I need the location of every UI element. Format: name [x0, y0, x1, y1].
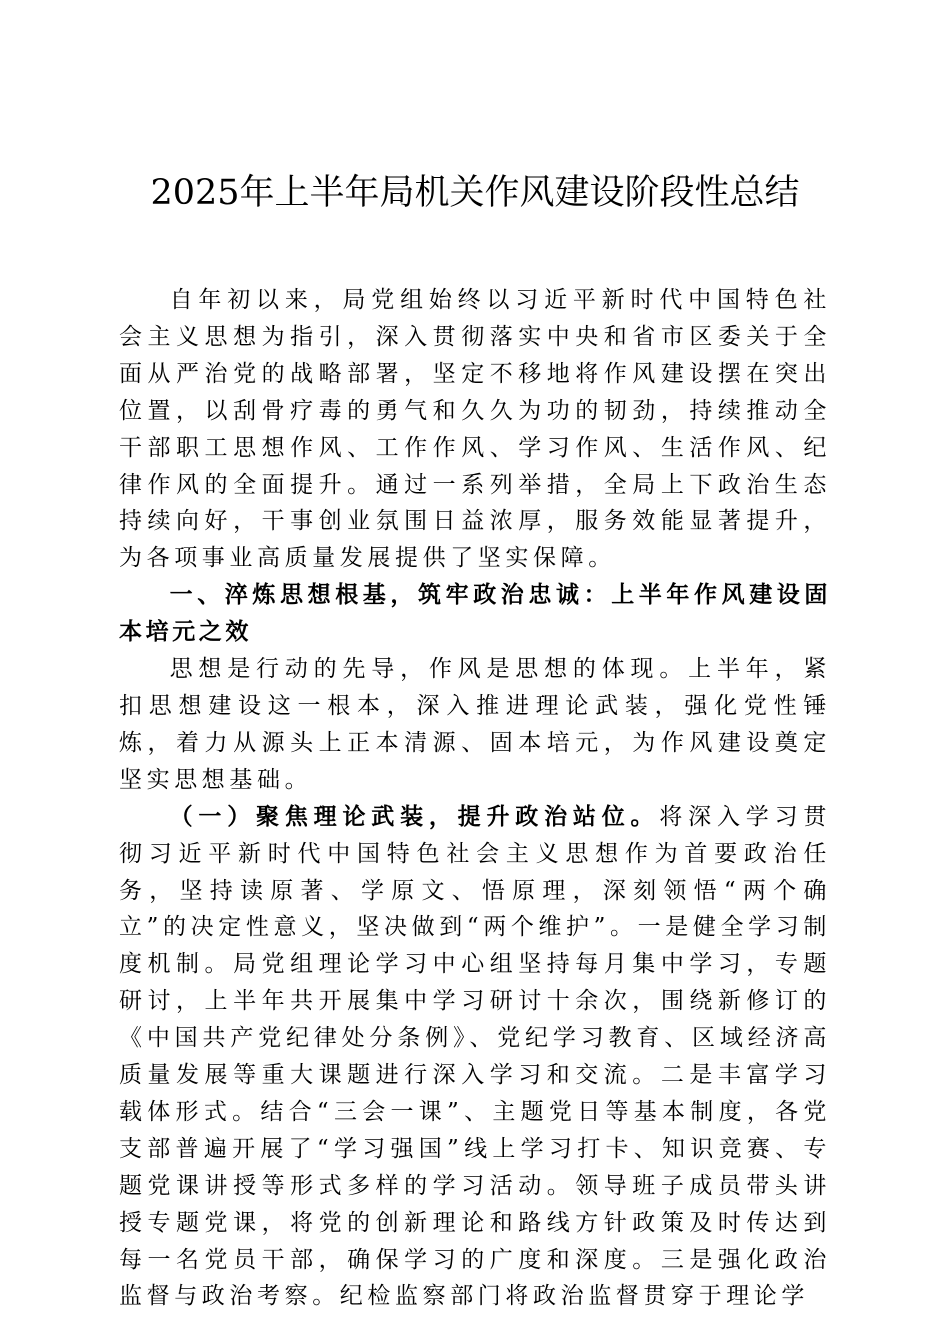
section-1-heading: 一、淬炼思想根基，筑牢政治忠诚：上半年作风建设固本培元之效 [119, 582, 831, 646]
subsection-1-paragraph [119, 799, 831, 1316]
document-title: 2025年上半年局机关作风建设阶段性总结 [150, 173, 800, 213]
section-1-paragraph: 思想是行动的先导，作风是思想的体现。上半年，紧扣思想建设这一根本，深入推进理论武装，强化党性锤炼，着力从源头上正本清源、固本培元，为作风建设奠定坚实思想基础。 [119, 656, 831, 793]
intro-paragraph: 自年初以来，局党组始终以习近平新时代中国特色社会主义思想为指引，深入贯彻落实中央和省市区委关于全面从严治党的战略部署，坚定不移地将作风建设摆在突出位置，以刮骨疗毒的勇气和久久为功的韧劲，持续推动全干部职工思想作风、工作作风、学习作风、生活作风、纪律作风的全面提升。通过一系列举措，全局上下政治生态持续向好，干事创业氛围日益浓厚，服务效能显著提升，为各项事业高质量发展提供了坚实保障。 [119, 287, 831, 572]
document-body [119, 282, 831, 1315]
subsection-1-text: 将深入学习贯彻习近平新时代中国特色社会主义思想作为首要政治任务，坚持读原著、学原文、悟原理，深刻领悟“两个确立”的决定性意义，坚决做到“两个维护”。一是健全学习制度机制。局党组理论学习中心组坚持每月集中学习，专题研讨，上半年共开展集中学习研讨十余次，围绕新修订的《中国共产党纪律处分条例》、党纪学习教育、区域经济高质量发展等重大课题进行深入学习和交流。二是丰富学习载体形式。结合“三会一课”、主题党日等基本制度，各党支部普遍开展了“学习强国”线上学习打卡、知识竞赛、专题党课讲授等形式多样的学习活动。领导班子成员带头讲授专题党课，将党的创新理论和路线方针政策及时传达到每一名党员干部，确保学习的广度和深度。三是强化政治监督与政治考察。纪检监察部门将政治监督贯穿于理论学 [119, 803, 831, 1310]
subsection-1-lead: （一）聚焦理论武装，提升政治站位。 [169, 802, 660, 830]
